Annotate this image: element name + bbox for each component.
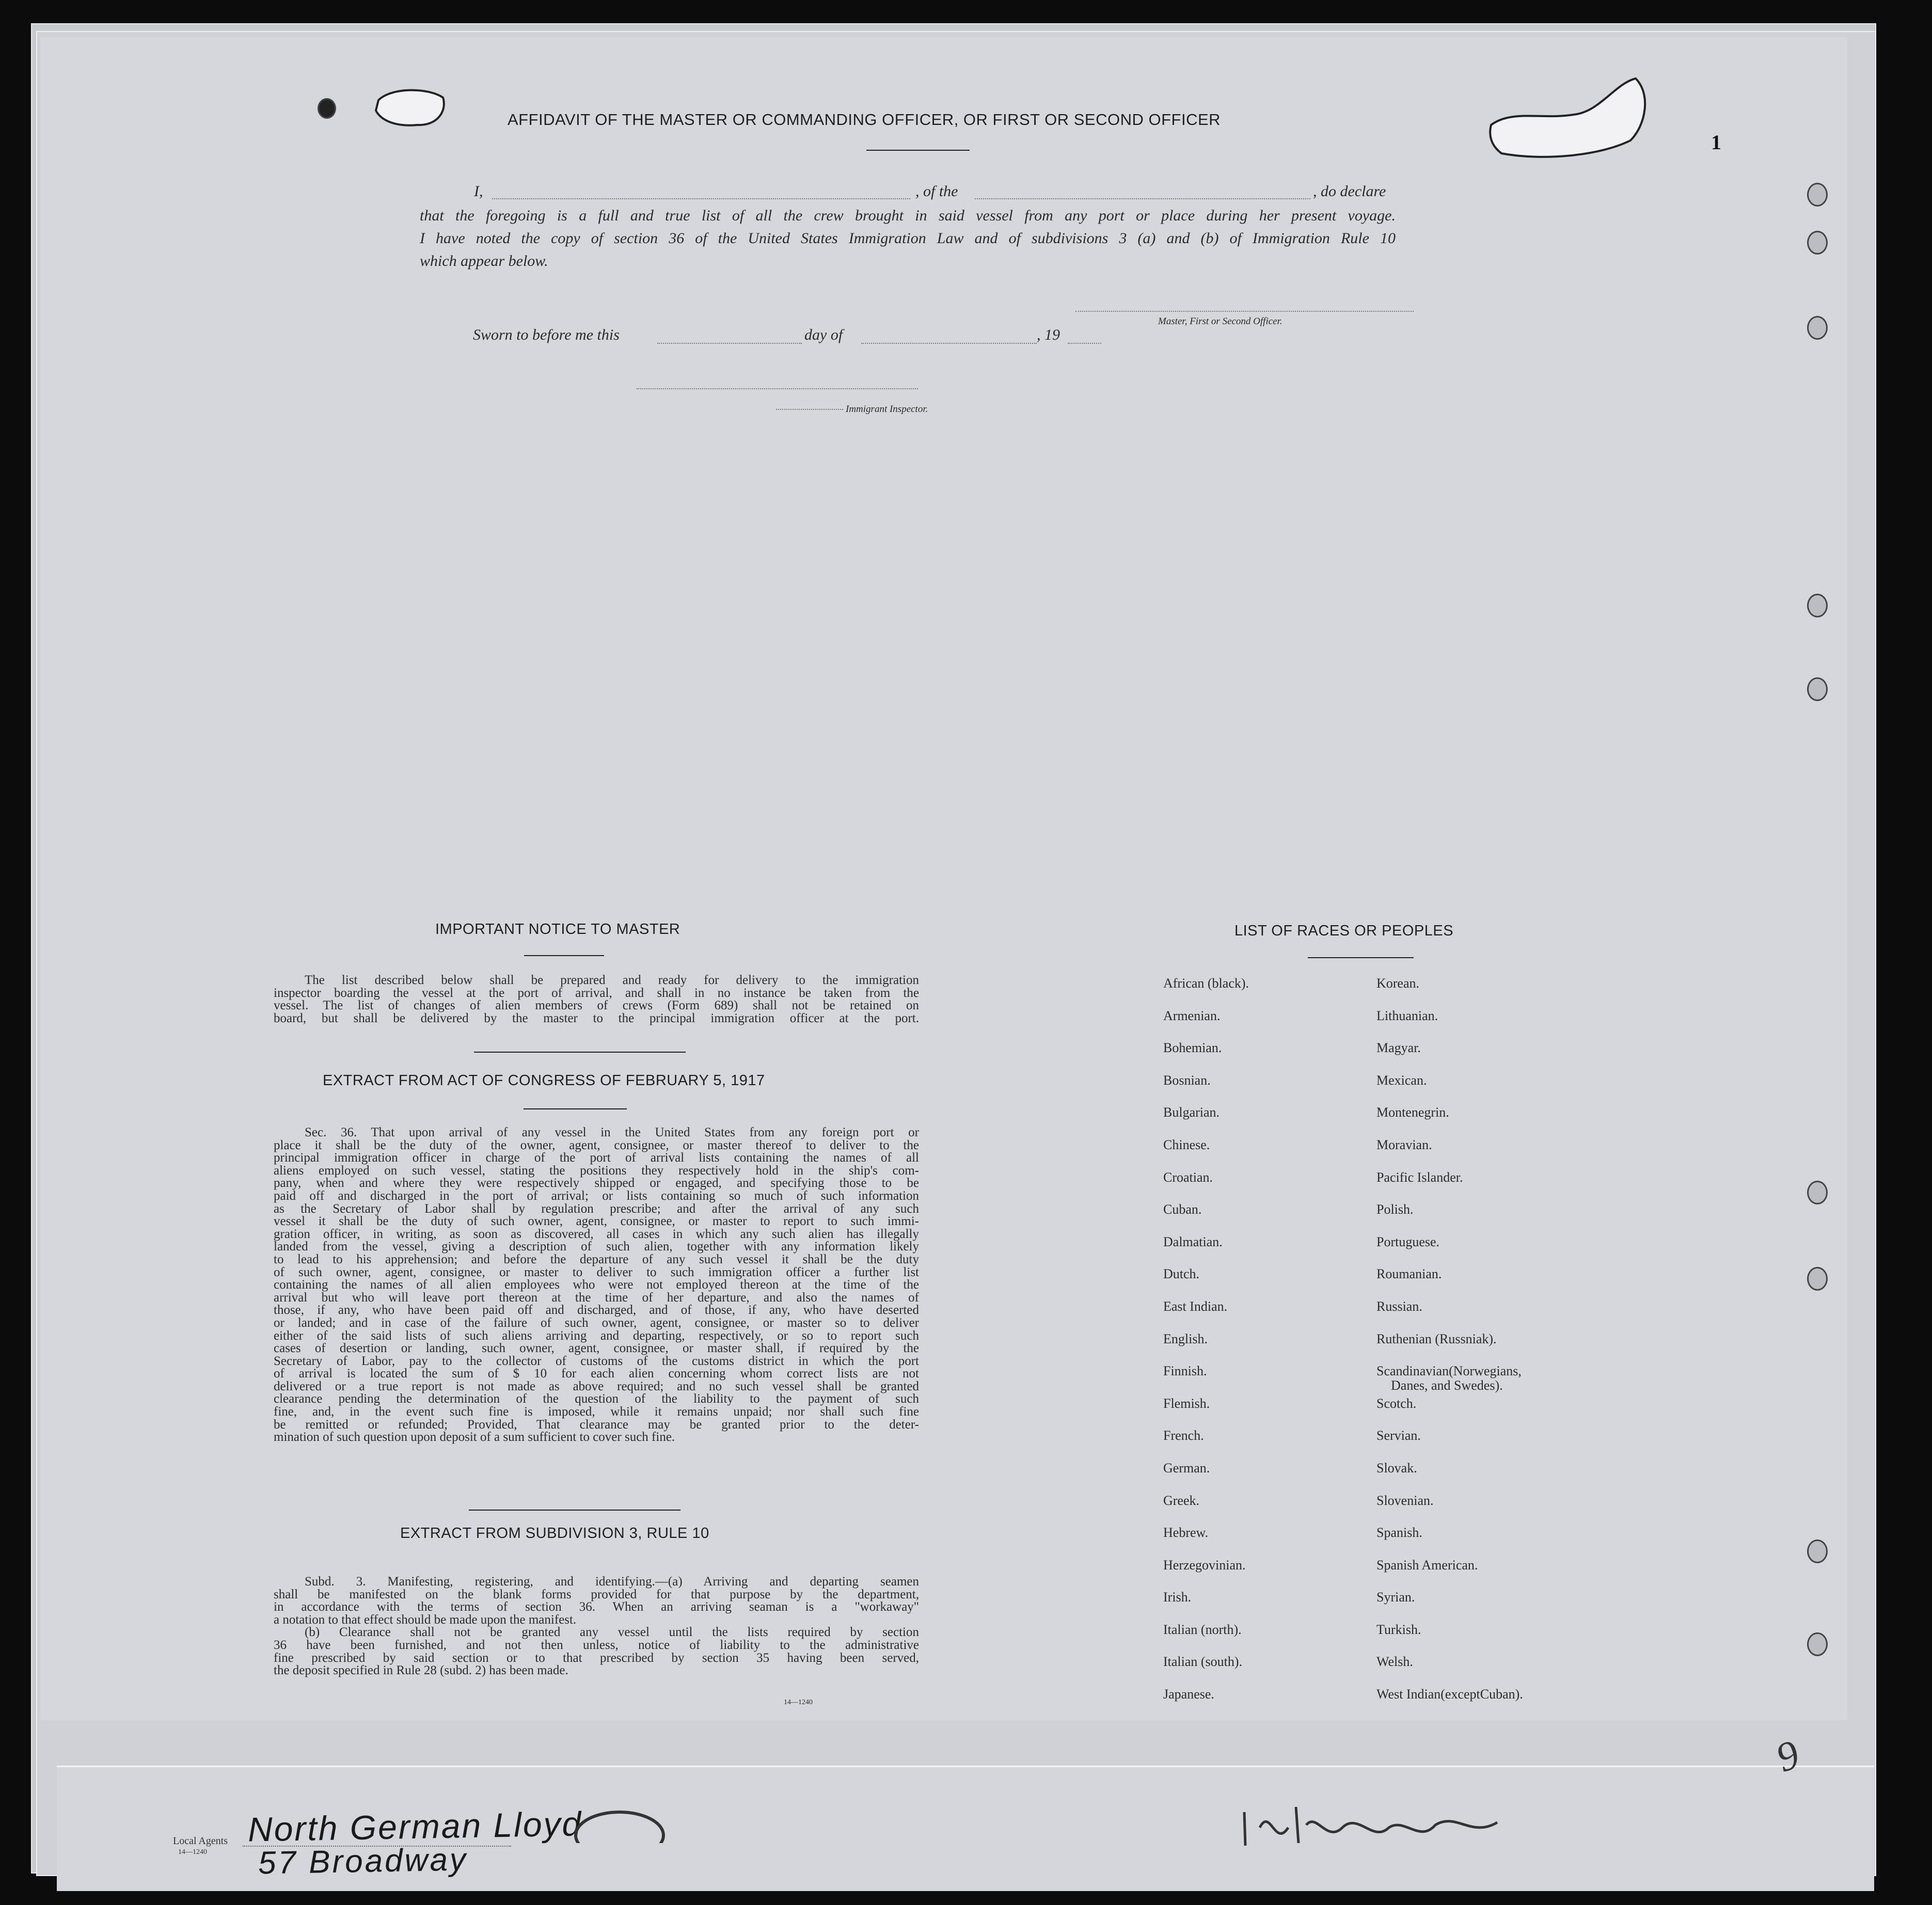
race-item: Turkish. bbox=[1376, 1622, 1421, 1637]
races-row bbox=[1163, 1008, 1523, 1041]
affidavit-line: I have noted the copy of section 36 of the United States Immigration Law and of subdivisions 3 (a) and (b) of Immigration Rule 10 bbox=[420, 230, 1396, 247]
binder-hole bbox=[1807, 1267, 1828, 1291]
races-row bbox=[1163, 1266, 1523, 1299]
act-line: to lead to his apprehension; and before the departure of any such vessel it shall be the duty bbox=[274, 1252, 919, 1266]
race-item: Cuban. bbox=[1163, 1202, 1202, 1217]
notice-heading: IMPORTANT NOTICE TO MASTER bbox=[435, 921, 680, 938]
handwritten-agent-address: 57 Broadway bbox=[258, 1842, 468, 1881]
race-item: French. bbox=[1163, 1428, 1204, 1443]
race-item: Herzegovinian. bbox=[1163, 1557, 1246, 1573]
race-item: Syrian. bbox=[1376, 1590, 1415, 1605]
act-line: place it shall be the duty of the owner, agent, consignee, or master thereof to deliver to the bbox=[274, 1138, 919, 1152]
race-item: Russian. bbox=[1376, 1298, 1422, 1314]
race-item: Scandinavian(Norwegians, bbox=[1376, 1363, 1522, 1379]
races-row bbox=[1163, 1654, 1523, 1687]
races-row bbox=[1163, 1622, 1523, 1655]
races-heading-underline bbox=[1308, 957, 1414, 958]
act-line: of such owner, agent, consignee, or master to deliver to such immigration officer a further list bbox=[274, 1265, 919, 1279]
races-row bbox=[1163, 1073, 1523, 1105]
rule-line: in accordance with the terms of section 36. When an arriving seaman is a "workaway" bbox=[274, 1600, 919, 1614]
races-row bbox=[1163, 1202, 1523, 1234]
affidavit-of-the: , of the bbox=[915, 183, 958, 200]
race-item: Roumanian. bbox=[1376, 1266, 1442, 1282]
races-row bbox=[1163, 1170, 1523, 1202]
notice-heading-underline bbox=[524, 955, 604, 956]
races-row bbox=[1163, 976, 1523, 1008]
races-row bbox=[1163, 1460, 1523, 1493]
rule-text bbox=[274, 1576, 919, 1677]
races-row bbox=[1163, 1234, 1523, 1267]
notice-line: vessel. The list of changes of alien members of crews (Form 689) shall not be retained on bbox=[274, 998, 919, 1013]
races-row bbox=[1163, 1040, 1523, 1073]
manifest-page bbox=[40, 37, 1847, 1782]
margin-mark: 1 bbox=[1711, 131, 1721, 154]
sworn-year: , 19 bbox=[1037, 326, 1060, 343]
rule-line: shall be manifested on the blank forms provided for that purpose by the department, bbox=[274, 1587, 919, 1601]
affidavit-line: which appear below. bbox=[420, 252, 548, 269]
race-item: Portuguese. bbox=[1376, 1234, 1440, 1249]
act-line: those, if any, who have been paid off and discharged, and of those, if any, who have deserted bbox=[274, 1303, 919, 1317]
notice-line: board, but shall be delivered by the master to the principal immigration officer at the port. bbox=[274, 1011, 919, 1025]
master-signature-line bbox=[1075, 311, 1414, 312]
sworn-text: Sworn to before me this bbox=[473, 326, 620, 343]
affidavit-do-declare: , do declare bbox=[1313, 183, 1386, 200]
master-signature-label: Master, First or Second Officer. bbox=[1158, 316, 1282, 327]
race-item: Korean. bbox=[1376, 976, 1420, 991]
page-number-mark: 9 bbox=[1770, 1731, 1806, 1782]
rule-line: 36 have been furnished, and not then unless, notice of liability to the administrative bbox=[274, 1638, 919, 1652]
act-line: fine, and, in the event such fine is imposed, while it remains unpaid; nor shall such fine bbox=[274, 1405, 919, 1419]
races-row bbox=[1163, 1687, 1523, 1719]
race-item: Armenian. bbox=[1163, 1008, 1221, 1023]
races-row bbox=[1163, 1331, 1523, 1364]
races-row bbox=[1163, 1525, 1523, 1558]
stamp-mark bbox=[573, 1797, 666, 1843]
race-item: Slovak. bbox=[1376, 1460, 1417, 1475]
race-item: Irish. bbox=[1163, 1590, 1192, 1605]
race-item: Dalmatian. bbox=[1163, 1234, 1223, 1249]
sworn-month-blank bbox=[861, 343, 1037, 344]
act-line: either of the said lists of such aliens arriving and departing, respectively, or so to report such bbox=[274, 1328, 919, 1343]
race-item: Croatian. bbox=[1163, 1169, 1213, 1185]
race-item-continuation: Danes, and Swedes). bbox=[1391, 1378, 1503, 1393]
race-item: Italian (south). bbox=[1163, 1654, 1243, 1670]
race-item: Ruthenian (Russniak). bbox=[1376, 1331, 1497, 1346]
act-line: containing the names of all alien employees who were not employed thereon at the time of the bbox=[274, 1278, 919, 1292]
race-item: Flemish. bbox=[1163, 1395, 1210, 1411]
act-line: mination of such question upon deposit of a sum sufficient to cover such fine. bbox=[274, 1430, 675, 1444]
inspector-signature-line bbox=[637, 388, 918, 389]
act-line: Sec. 36. That upon arrival of any vessel in the United States from any foreign port or bbox=[305, 1125, 919, 1139]
binder-hole bbox=[1807, 1632, 1828, 1656]
races-row bbox=[1163, 1137, 1523, 1170]
sworn-year-blank bbox=[1068, 343, 1101, 344]
paper-tear bbox=[371, 85, 448, 131]
act-line: clearance pending the determination of the question of the liability to the payment of such bbox=[274, 1392, 919, 1406]
handwritten-scribble bbox=[1239, 1797, 1528, 1853]
race-item: African (black). bbox=[1163, 976, 1249, 991]
race-item: German. bbox=[1163, 1460, 1210, 1475]
local-agents-label: Local Agents bbox=[173, 1835, 228, 1847]
act-line: Secretary of Labor, pay to the collector of customs of the customs district in which the port bbox=[274, 1354, 919, 1368]
binder-hole bbox=[1807, 677, 1828, 701]
race-item: Bohemian. bbox=[1163, 1040, 1222, 1056]
race-item: English. bbox=[1163, 1331, 1208, 1346]
act-line: be remitted or refunded; Provided, That clearance may be granted prior to the deter- bbox=[274, 1417, 919, 1432]
races-row bbox=[1163, 1299, 1523, 1331]
races-row bbox=[1163, 1493, 1523, 1526]
sworn-day-of: day of bbox=[804, 326, 843, 343]
race-item: Finnish. bbox=[1163, 1363, 1207, 1379]
affidavit-text bbox=[420, 204, 1396, 273]
section-divider bbox=[474, 1052, 686, 1053]
race-item: Chinese. bbox=[1163, 1137, 1210, 1152]
race-item: Greek. bbox=[1163, 1493, 1200, 1508]
rule-heading: EXTRACT FROM SUBDIVISION 3, RULE 10 bbox=[400, 1525, 709, 1542]
race-item: Bosnian. bbox=[1163, 1072, 1211, 1088]
binder-hole bbox=[1807, 1539, 1828, 1563]
rule-line: the deposit specified in Rule 28 (subd. 2) has been made. bbox=[274, 1663, 568, 1678]
notice-line: The list described below shall be prepared and ready for delivery to the immigration bbox=[305, 973, 919, 987]
race-item: East Indian. bbox=[1163, 1298, 1228, 1314]
race-item: Bulgarian. bbox=[1163, 1105, 1220, 1120]
punch-hole-mark bbox=[318, 98, 336, 119]
races-row bbox=[1163, 1105, 1523, 1137]
race-item: Spanish. bbox=[1376, 1525, 1422, 1541]
binder-hole bbox=[1807, 183, 1828, 207]
binder-hole bbox=[1807, 231, 1828, 255]
inspector-label: Immigrant Inspector. bbox=[846, 404, 928, 415]
act-text bbox=[274, 1126, 919, 1444]
act-line: vessel it shall be the duty of such owner, agent, consignee, or master to report to such immi- bbox=[274, 1214, 919, 1229]
race-item: Spanish American. bbox=[1376, 1557, 1478, 1573]
act-line: paid off and discharged in the port of arrival; or lists containing so much of such information bbox=[274, 1188, 919, 1203]
vessel-name-blank bbox=[975, 198, 1310, 199]
races-row bbox=[1163, 1396, 1523, 1428]
race-item: Japanese. bbox=[1163, 1687, 1214, 1702]
races-row bbox=[1163, 1558, 1523, 1590]
race-item: Slovenian. bbox=[1376, 1493, 1434, 1508]
races-heading: LIST OF RACES OR PEOPLES bbox=[1234, 923, 1454, 939]
act-line: delivered or a true report is not made as above required; and no such vessel shall be granted bbox=[274, 1379, 919, 1393]
title-underline bbox=[866, 150, 970, 151]
affidavit-i: I, bbox=[474, 183, 483, 200]
race-item: Moravian. bbox=[1376, 1137, 1432, 1152]
local-agents-form-number: 14—1240 bbox=[178, 1848, 207, 1856]
races-row bbox=[1163, 1590, 1523, 1622]
affidavit-line: that the foregoing is a full and true list of all the crew brought in said vessel from any port or place during her present voyage. bbox=[420, 207, 1396, 224]
form-number: 14—1240 bbox=[784, 1698, 813, 1706]
race-item: Magyar. bbox=[1376, 1040, 1421, 1056]
race-item: Polish. bbox=[1376, 1202, 1414, 1217]
act-line: as the Secretary of Labor shall by regulation prescribe; and after the arrival of any such bbox=[274, 1201, 919, 1216]
officer-name-blank bbox=[492, 198, 910, 199]
inspector-label-leader bbox=[776, 409, 843, 410]
act-line: principal immigration officer in charge of the port of arrival lists containing the names of all bbox=[274, 1151, 919, 1165]
binder-hole bbox=[1807, 316, 1828, 340]
notice-line: inspector boarding the vessel at the port of arrival, and shall in no instance be taken from the bbox=[274, 986, 919, 1000]
rule-line: Subd. 3. Manifesting, registering, and identifying.—(a) Arriving and departing seamen bbox=[305, 1575, 919, 1589]
paper-tear bbox=[1481, 63, 1656, 166]
act-line: of arrival is located the sum of $ 10 for each alien concerning whom correct lists are not bbox=[274, 1367, 919, 1381]
act-line: gration officer, in writing, as soon as discovered, all cases in which any such alien has illegally bbox=[274, 1227, 919, 1241]
act-line: cases of desertion or landing, such owner, agent, consignee, or master shall, if required by the bbox=[274, 1341, 919, 1356]
rule-line: (b) Clearance shall not be granted any vessel until the lists required by section bbox=[305, 1625, 919, 1640]
race-item: Dutch. bbox=[1163, 1266, 1200, 1282]
race-item: Pacific Islander. bbox=[1376, 1169, 1463, 1185]
races-row bbox=[1163, 1428, 1523, 1460]
act-line: pany, when and where they were respectively shipped or engaged, and specifying those to be bbox=[274, 1176, 919, 1190]
rule-line: fine prescribed by said section or to that prescribed by section 35 having been served, bbox=[274, 1650, 919, 1665]
race-item: Montenegrin. bbox=[1376, 1105, 1449, 1120]
notice-text bbox=[274, 974, 919, 1025]
binder-hole bbox=[1807, 594, 1828, 617]
binder-hole bbox=[1807, 1181, 1828, 1204]
act-line: arrival but who will leave port thereon at the time of her departure, and also the names of bbox=[274, 1290, 919, 1305]
race-item: Hebrew. bbox=[1163, 1525, 1209, 1541]
race-item: Welsh. bbox=[1376, 1654, 1413, 1670]
race-item: Lithuanian. bbox=[1376, 1008, 1438, 1023]
race-item: Servian. bbox=[1376, 1428, 1421, 1443]
races-list bbox=[1163, 976, 1523, 1719]
affidavit-title: AFFIDAVIT OF THE MASTER OR COMMANDING OFFICER, OR FIRST OR SECOND OFFICER bbox=[508, 110, 1221, 129]
section-divider bbox=[469, 1510, 680, 1511]
race-item: Scotch. bbox=[1376, 1395, 1417, 1411]
race-item: Mexican. bbox=[1376, 1072, 1427, 1088]
act-heading-underline bbox=[524, 1108, 627, 1109]
race-item: Italian (north). bbox=[1163, 1622, 1242, 1637]
act-line: landed from the vessel, giving a description of such alien, together with any information likely bbox=[274, 1240, 919, 1254]
act-heading: EXTRACT FROM ACT OF CONGRESS OF FEBRUARY 5, 1917 bbox=[323, 1072, 765, 1089]
sworn-day-blank bbox=[657, 343, 802, 344]
handwritten-agent-name: North German Lloyd bbox=[247, 1804, 583, 1849]
act-line: aliens employed on such vessel, stating the positions they respectively hold in the ship's com- bbox=[274, 1163, 919, 1178]
act-line: or landed; and in case of the failure of such owner, agent, consignee, or master so to deliver bbox=[274, 1315, 919, 1330]
race-item: West Indian(exceptCuban). bbox=[1376, 1687, 1523, 1702]
rule-line: a notation to that effect should be made upon the manifest. bbox=[274, 1612, 577, 1627]
